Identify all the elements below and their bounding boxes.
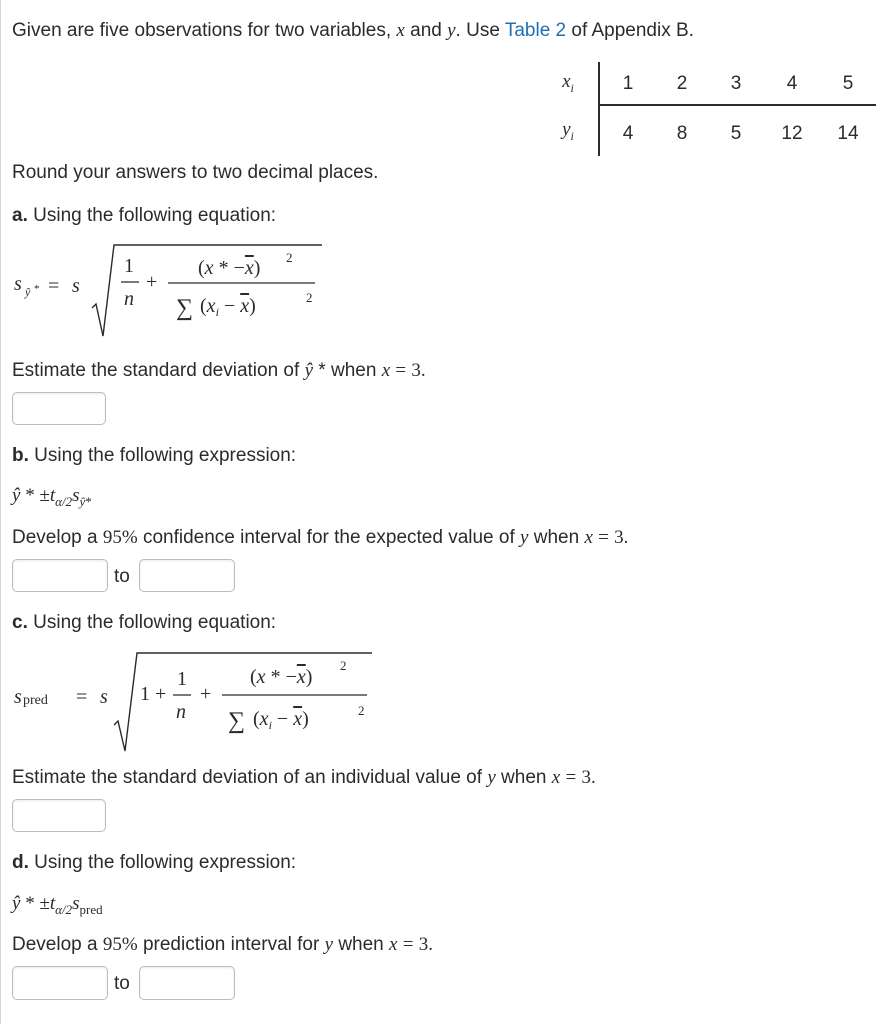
table-y-value: 8	[676, 123, 688, 144]
eq-symbol: 2	[358, 703, 365, 718]
eq-symbol: ∑	[176, 295, 194, 321]
eq-symbol: =	[76, 686, 88, 708]
table-x-value: 3	[730, 73, 742, 94]
eq-symbol: pred	[23, 693, 48, 708]
table-y-header: $y_i$	[562, 119, 574, 143]
part-d-upper-input[interactable]	[139, 966, 235, 1000]
intro-use: . Use	[455, 20, 500, 41]
equation-s-pred	[10, 645, 380, 755]
eq-symbol: *	[34, 283, 40, 295]
part-d-expression: ŷ * $\pm t_{\alpha/2}s_{pred}$	[12, 893, 103, 917]
part-c-question: Estimate the standard deviation of an individual value of y when x = 3.	[12, 767, 596, 788]
part-b-lower-input[interactable]	[12, 559, 108, 592]
table-y-value: 5	[730, 123, 742, 144]
data-table	[540, 62, 880, 158]
eq-symbol: s	[14, 686, 22, 708]
eq-denominator: $(x_i - x)$	[253, 708, 309, 732]
eq-symbol: +	[155, 683, 167, 705]
part-d-heading: d. Using the following expression:	[12, 852, 297, 873]
part-d-to-label: to	[114, 973, 130, 994]
eq-symbol: s	[100, 686, 108, 708]
table-horizontal-rule	[598, 104, 876, 106]
eq-symbol: ŷ	[25, 285, 31, 299]
table-x-value: 5	[842, 73, 854, 94]
table-y-value: 14	[837, 123, 859, 144]
eq-symbol: 1	[140, 683, 150, 705]
eq-symbol: +	[200, 683, 212, 705]
eq-symbol: 2	[286, 250, 293, 265]
eq-symbol: s	[72, 275, 80, 297]
table-y-value: 12	[781, 123, 803, 144]
eq-symbol: ∑	[228, 708, 246, 734]
intro-var-x: x	[396, 20, 405, 41]
eq-symbol: =	[48, 275, 60, 297]
part-b-expression: ŷ * $\pm t_{\alpha/2}s_{ŷ*}$	[12, 485, 92, 509]
table-x-value: 1	[622, 73, 634, 94]
rounding-instruction: Round your answers to two decimal places.	[12, 162, 379, 183]
part-b-upper-input[interactable]	[139, 559, 235, 592]
part-a-heading: a. Using the following equation:	[12, 205, 277, 226]
part-b-question: Develop a 95% confidence interval for the expected value of y when x = 3.	[12, 527, 629, 548]
intro-and: and	[410, 20, 442, 41]
part-d-question: Develop a 95% prediction interval for y when x = 3.	[12, 934, 433, 955]
part-b-heading: b. Using the following expression:	[12, 445, 297, 466]
eq-symbol: n	[124, 288, 134, 310]
radical-sign	[114, 653, 372, 751]
table-x-value: 2	[676, 73, 688, 94]
part-c-answer-input[interactable]	[12, 799, 106, 832]
table-x-header: $x_i$	[562, 71, 574, 95]
part-a-answer-input[interactable]	[12, 392, 106, 425]
part-a-question: Estimate the standard deviation of ŷ * when x = 3.	[12, 360, 426, 381]
eq-symbol: 1	[124, 255, 134, 277]
left-border	[0, 0, 1, 1024]
part-d-lower-input[interactable]	[12, 966, 108, 1000]
table-y-value: 4	[622, 123, 634, 144]
eq-symbol: +	[146, 271, 158, 293]
eq-denominator: $(x_i - x)$	[200, 295, 256, 319]
eq-symbol: 2	[340, 658, 347, 673]
table-vertical-rule	[598, 62, 600, 156]
eq-numerator: (x * −x)	[198, 257, 261, 279]
eq-symbol: n	[176, 701, 186, 723]
intro-var-y: y	[447, 20, 456, 41]
part-b-to-label: to	[114, 566, 130, 587]
intro-pre: Given are five observations for two variables,	[12, 20, 392, 41]
eq-symbol: 2	[306, 290, 313, 305]
eq-symbol: s	[14, 273, 22, 295]
eq-numerator: (x * −x)	[250, 666, 313, 688]
intro-text	[12, 19, 694, 43]
table-x-value: 4	[786, 73, 798, 94]
appendix-table-link[interactable]: Table 2	[504, 20, 567, 41]
part-c-heading: c. Using the following equation:	[12, 612, 277, 633]
equation-s-yhat	[10, 240, 330, 340]
intro-post: of Appendix B.	[571, 20, 694, 41]
eq-symbol: 1	[177, 668, 187, 690]
